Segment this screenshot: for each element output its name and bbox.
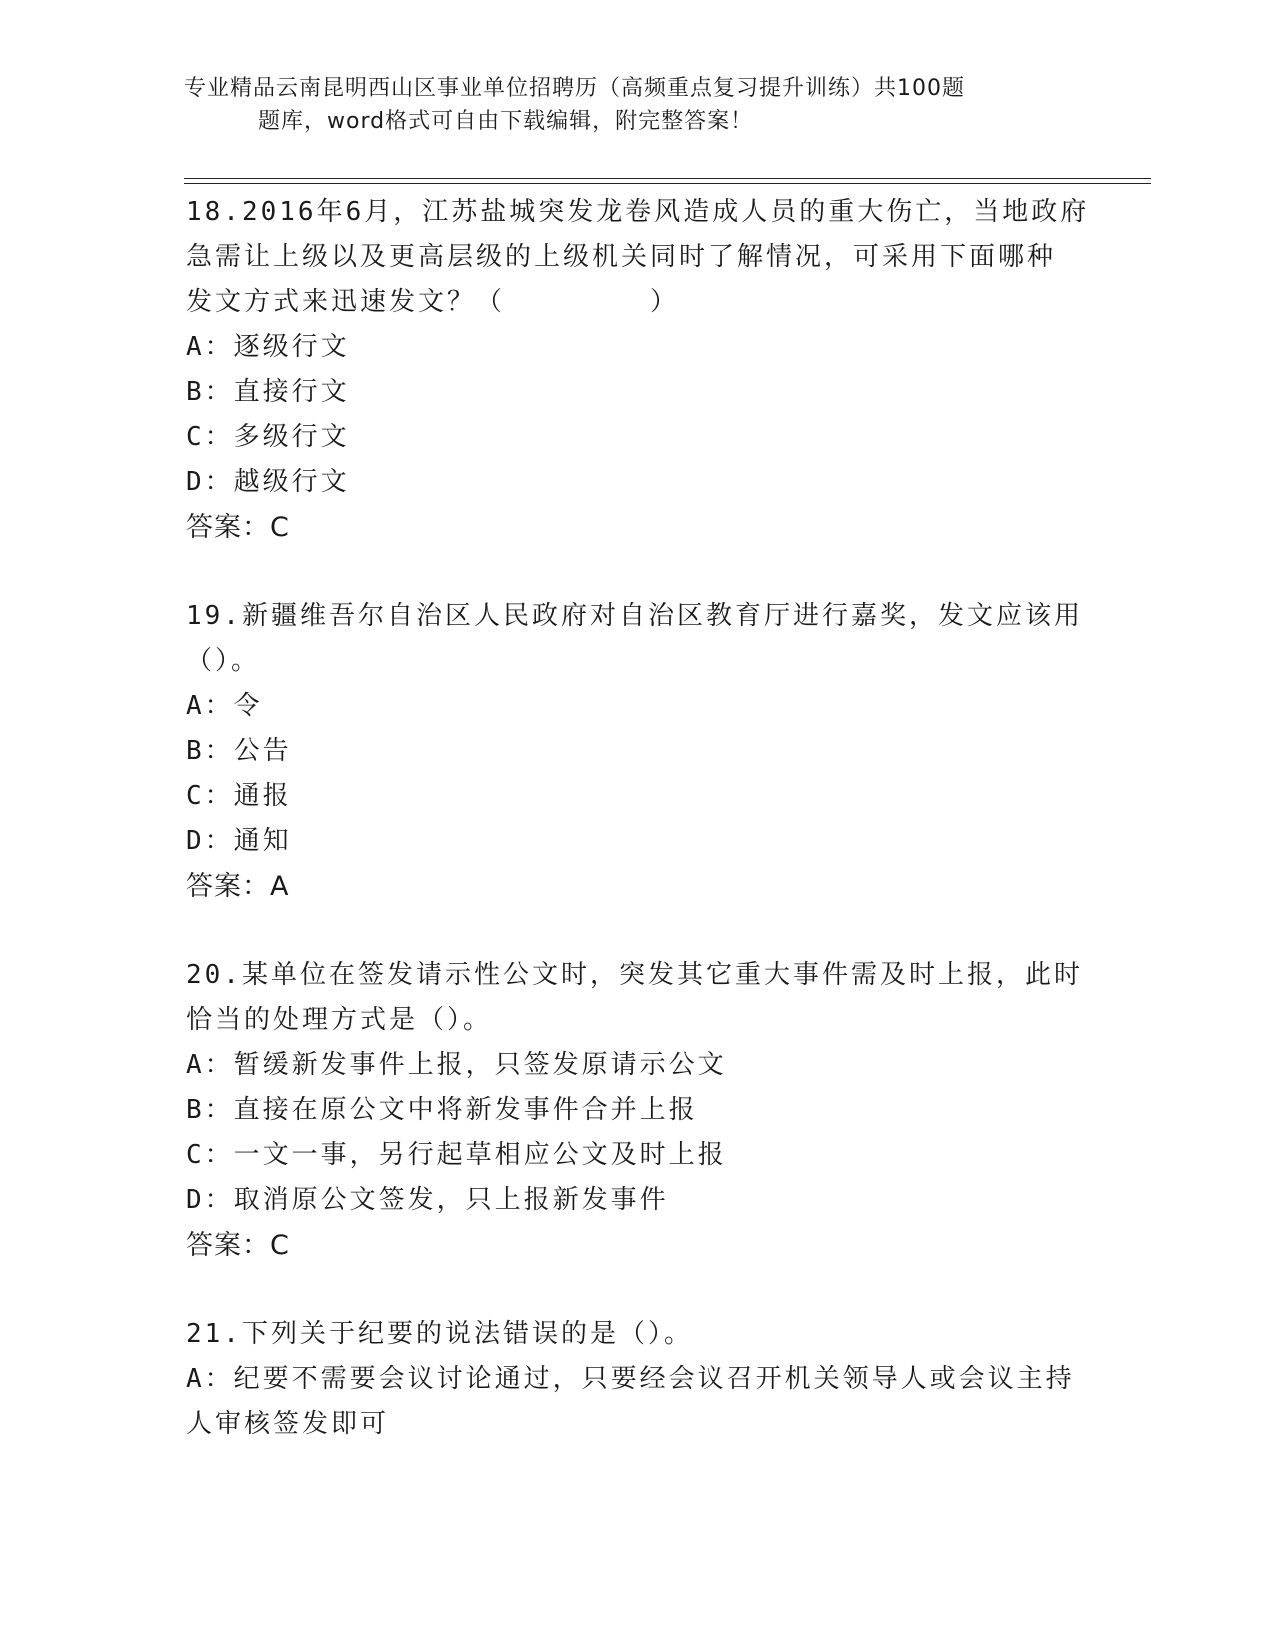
question-spacer [186, 909, 1086, 953]
question-20 [186, 953, 1086, 1268]
header-line-2: 题库，word格式可自由下载编辑，附完整答案！ [258, 109, 754, 134]
question-text-line: 19.新疆维吾尔自治区人民政府对自治区教育厅进行嘉奖，发文应该用 [186, 601, 1083, 631]
option-a: A：逐级行文 [186, 332, 350, 362]
question-text-line: 发文方式来迅速发文？（ ） [186, 287, 680, 317]
question-text-line: 20.某单位在签发请示性公文时，突发其它重大事件需及时上报，此时 [186, 960, 1083, 990]
answer-line: 答案：C [186, 1230, 290, 1261]
answer-line: 答案：C [186, 512, 290, 543]
question-text-line: 急需让上级以及更高层级的上级机关同时了解情况，可采用下面哪种 [186, 242, 1057, 272]
answer-line: 答案：A [186, 871, 290, 902]
question-text-line: 18.2016年6月，江苏盐城突发龙卷风造成人员的重大伤亡，当地政府 [186, 197, 1090, 227]
option-a: A：暂缓新发事件上报，只签发原请示公文 [186, 1050, 727, 1080]
question-text-line: （）。 [186, 646, 261, 676]
option-c: C：一文一事，另行起草相应公文及时上报 [186, 1140, 727, 1170]
option-a-continued: 人审核签发即可 [186, 1409, 390, 1439]
question-text-line: 恰当的处理方式是（）。 [186, 1005, 493, 1035]
option-d: D：取消原公文签发，只上报新发事件 [186, 1185, 669, 1215]
question-19 [186, 594, 1086, 909]
header-line-1: 专业精品云南昆明西山区事业单位招聘历（高频重点复习提升训练）共100题 [184, 76, 965, 101]
option-c: C：多级行文 [186, 422, 350, 452]
question-list [186, 190, 1090, 1447]
option-b: B：直接行文 [186, 377, 350, 407]
question-spacer [186, 550, 1086, 594]
option-d: D：通知 [186, 826, 292, 856]
option-b: B：直接在原公文中将新发事件合并上报 [186, 1095, 698, 1125]
question-21 [186, 1312, 1086, 1447]
header-divider-thick [184, 178, 1151, 179]
option-a: A：纪要不需要会议讨论通过，只要经会议召开机关领导人或会议主持 [186, 1364, 1075, 1394]
option-c: C：通报 [186, 781, 292, 811]
header-divider-thin [184, 183, 1151, 184]
question-spacer [186, 1268, 1086, 1312]
option-b: B：公告 [186, 736, 292, 766]
question-18 [186, 190, 1090, 550]
question-text-line: 21.下列关于纪要的说法错误的是（）。 [186, 1319, 693, 1349]
option-a: A：令 [186, 691, 263, 721]
option-d: D：越级行文 [186, 467, 350, 497]
document-header [184, 72, 1084, 138]
